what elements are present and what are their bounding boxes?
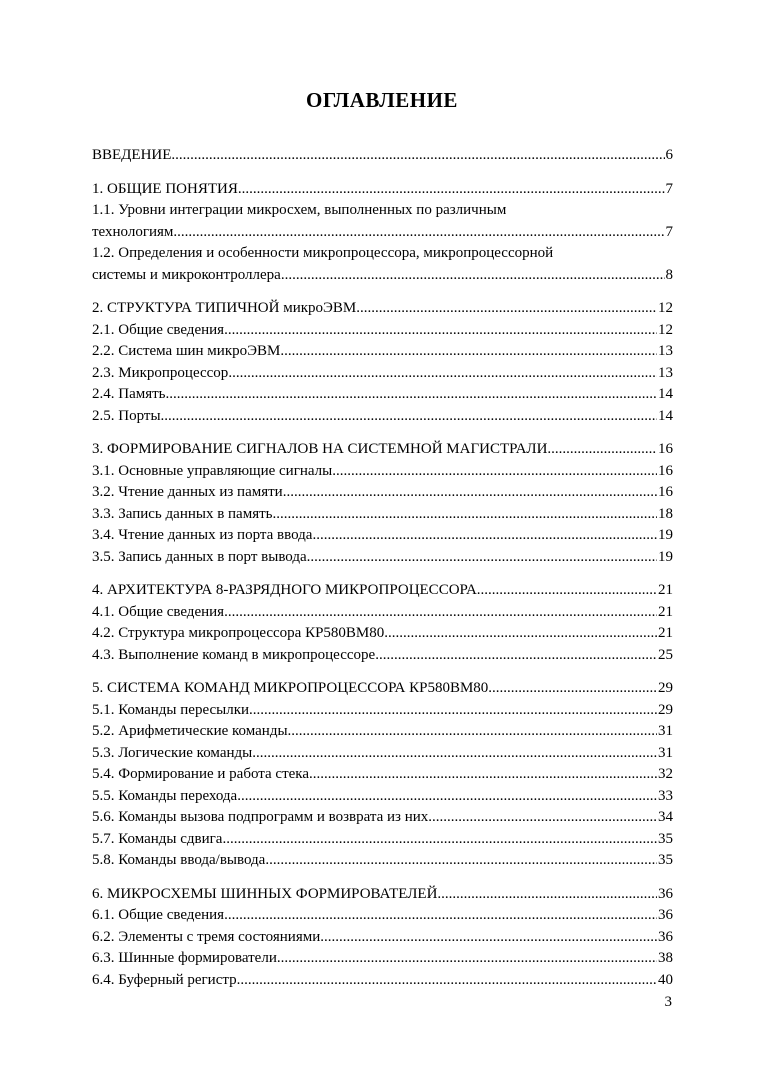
section-gap — [92, 666, 673, 678]
toc-leader-dots — [428, 807, 657, 829]
toc-entry[interactable] — [92, 580, 673, 602]
toc-entry[interactable] — [92, 525, 673, 547]
toc-entry-page: 40 — [658, 971, 673, 988]
toc-entry-page: 25 — [658, 646, 673, 663]
toc-entry-line: 1.1. Уровни интеграции микросхем, выполненных по различным — [92, 202, 507, 218]
toc-entry[interactable] — [92, 743, 673, 765]
toc-entry-title: 3.5. Запись данных в порт вывода — [92, 548, 307, 565]
toc-leader-dots — [288, 721, 657, 743]
toc-entry-page: 36 — [658, 885, 673, 902]
toc-entry-page: 36 — [658, 928, 673, 945]
toc-entry-title: 5.3. Логические команды — [92, 744, 253, 761]
toc-entry-title: 2.4. Память — [92, 386, 166, 402]
toc-entry-title: 5.6. Команды вызова подпрограмм и возврата из них — [92, 809, 429, 825]
toc-entry-page: 32 — [658, 766, 673, 782]
toc-leader-dots — [166, 384, 657, 406]
toc-entry[interactable] — [92, 602, 673, 624]
toc-leader-dots — [488, 678, 657, 700]
toc-entry[interactable] — [92, 884, 673, 906]
page-number: 3 — [664, 994, 672, 1010]
toc-entry-title: 2. СТРУКТУРА ТИПИЧНОЙ микроЭВМ — [92, 300, 357, 316]
toc-entry[interactable] — [92, 623, 673, 645]
toc-entry[interactable] — [92, 482, 673, 504]
toc-leader-dots — [280, 341, 657, 363]
toc-entry-title: 4.1. Общие сведения — [92, 603, 225, 620]
table-of-contents — [92, 145, 673, 991]
toc-leader-dots — [222, 829, 657, 851]
toc-entry-title: 3.4. Чтение данных из порта ввода — [92, 527, 313, 543]
toc-entry-page: 12 — [658, 300, 673, 316]
toc-entry-page: 14 — [658, 386, 673, 402]
toc-entry-title: 6.1. Общие сведения — [92, 907, 225, 923]
toc-entry-line: 1.2. Определения и особенности микропроцессора, микропроцессорной — [92, 245, 554, 261]
section-gap — [92, 167, 673, 179]
toc-entry-title: 5.1. Команды пересылки — [92, 701, 250, 718]
toc-entry-page: 21 — [658, 625, 673, 641]
toc-entry-page: 7 — [665, 180, 673, 197]
toc-leader-dots — [237, 970, 657, 992]
toc-entry[interactable] — [92, 948, 673, 970]
toc-entry-page: 36 — [658, 907, 673, 923]
toc-entry-title: 3. ФОРМИРОВАНИЕ СИГНАЛОВ НА СИСТЕМНОЙ МАГИСТРАЛИ — [92, 441, 548, 457]
section-gap — [92, 872, 673, 884]
toc-entry[interactable] — [92, 439, 673, 461]
toc-leader-dots — [283, 482, 657, 504]
toc-entry-page: 19 — [658, 548, 673, 565]
toc-leader-dots — [312, 525, 657, 547]
toc-leader-dots — [356, 298, 657, 320]
toc-leader-dots — [252, 743, 657, 765]
toc-entry-title: 5.2. Арифметические команды — [92, 723, 288, 739]
toc-entry-title: 6.4. Буферный регистр — [92, 971, 237, 988]
toc-entry-title: 4.2. Структура микропроцессора КР580ВМ80 — [92, 625, 385, 641]
toc-entry-page: 16 — [658, 484, 673, 500]
toc-entry-page: 29 — [658, 680, 673, 696]
toc-leader-dots — [237, 786, 657, 808]
toc-entry-page: 16 — [658, 462, 673, 479]
toc-entry[interactable] — [92, 547, 673, 569]
toc-entry-title: 5.4. Формирование и работа стека — [92, 766, 310, 782]
toc-entry-page: 21 — [658, 603, 673, 620]
toc-entry[interactable] — [92, 363, 673, 385]
toc-entry-page: 19 — [658, 527, 673, 543]
toc-entry-title: 3.3. Запись данных в память — [92, 505, 273, 522]
toc-leader-dots — [265, 850, 657, 872]
toc-entry[interactable] — [92, 222, 673, 244]
toc-entry-title: 3.2. Чтение данных из памяти — [92, 484, 283, 500]
toc-entry[interactable] — [92, 786, 673, 808]
toc-leader-dots — [224, 602, 657, 624]
toc-entry[interactable] — [92, 850, 673, 872]
toc-leader-dots — [307, 547, 657, 569]
toc-leader-dots — [171, 145, 664, 167]
toc-entry[interactable] — [92, 179, 673, 201]
toc-entry[interactable] — [92, 700, 673, 722]
toc-entry-title: 5.7. Команды сдвига — [92, 830, 223, 847]
section-gap — [92, 286, 673, 298]
toc-entry-title: 6. МИКРОСХЕМЫ ШИННЫХ ФОРМИРОВАТЕЛЕЙ — [92, 885, 438, 902]
toc-leader-dots — [161, 406, 657, 428]
toc-entry[interactable] — [92, 807, 673, 829]
toc-entry-title: системы и микроконтроллера — [92, 266, 281, 283]
toc-leader-dots — [224, 320, 657, 342]
toc-entry-page: 7 — [665, 223, 673, 240]
toc-entry-page: 16 — [658, 441, 673, 457]
toc-leader-dots — [238, 179, 665, 201]
toc-entry-title: 2.2. Система шин микроЭВМ — [92, 343, 281, 359]
toc-entry-title: 1. ОБЩИЕ ПОНЯТИЯ — [92, 180, 238, 197]
toc-entry-title: 6.3. Шинные формирователи — [92, 950, 277, 966]
toc-entry-title: 5.8. Команды ввода/вывода — [92, 852, 266, 868]
toc-entry[interactable] — [92, 970, 673, 992]
toc-entry-title: ВВЕДЕНИЕ — [92, 147, 172, 163]
toc-entry[interactable] — [92, 504, 673, 526]
toc-entry[interactable] — [92, 927, 673, 949]
section-gap — [92, 427, 673, 439]
toc-entry[interactable] — [92, 829, 673, 851]
toc-entry[interactable] — [92, 384, 673, 406]
toc-entry-title: 5. СИСТЕМА КОМАНД МИКРОПРОЦЕССОРА КР580ВМ80 — [92, 680, 489, 696]
toc-entry-title: 2.5. Порты — [92, 407, 161, 424]
toc-leader-dots — [375, 645, 657, 667]
toc-entry[interactable] — [92, 905, 673, 927]
toc-entry-title: 2.1. Общие сведения — [92, 321, 225, 338]
toc-leader-dots — [309, 764, 657, 786]
toc-entry-title: 5.5. Команды перехода — [92, 787, 238, 804]
toc-entry-page: 34 — [658, 809, 673, 825]
toc-leader-dots — [273, 504, 657, 526]
toc-entry[interactable] — [92, 678, 673, 700]
toc-entry[interactable] — [92, 461, 673, 483]
toc-leader-dots — [281, 265, 665, 287]
toc-entry[interactable] — [92, 145, 673, 167]
toc-leader-dots — [224, 905, 657, 927]
toc-entry-page: 18 — [658, 505, 673, 522]
toc-leader-dots — [547, 439, 657, 461]
toc-leader-dots — [228, 363, 657, 385]
toc-entry-title: 4.3. Выполнение команд в микропроцессоре — [92, 646, 376, 663]
toc-entry-page: 38 — [658, 950, 673, 966]
toc-entry[interactable] — [92, 406, 673, 428]
toc-entry[interactable] — [92, 320, 673, 342]
toc-leader-dots — [437, 884, 657, 906]
toc-leader-dots — [249, 700, 657, 722]
toc-entry-title: 2.3. Микропроцессор — [92, 364, 229, 381]
toc-entry[interactable] — [92, 265, 673, 287]
toc-entry-page: 14 — [658, 407, 673, 424]
toc-entry[interactable] — [92, 764, 673, 786]
toc-entry[interactable] — [92, 721, 673, 743]
toc-entry-title: технологиям — [92, 223, 174, 240]
toc-leader-dots — [173, 222, 664, 244]
toc-entry-page: 35 — [658, 852, 673, 868]
page-title: ОГЛАВЛЕНИЕ — [306, 88, 458, 112]
toc-entry-page: 13 — [658, 364, 673, 381]
toc-entry-page: 8 — [665, 266, 673, 283]
toc-leader-dots — [384, 623, 657, 645]
toc-leader-dots — [477, 580, 657, 602]
toc-entry[interactable] — [92, 645, 673, 667]
toc-entry-page: 33 — [658, 787, 673, 804]
toc-leader-dots — [332, 461, 657, 483]
toc-entry-title: 6.2. Элементы с тремя состояниями — [92, 928, 321, 945]
toc-entry-page: 29 — [658, 701, 673, 718]
toc-entry-page: 21 — [658, 582, 673, 598]
section-gap — [92, 568, 673, 580]
toc-leader-dots — [320, 927, 657, 949]
toc-entry-title: 3.1. Основные управляющие сигналы — [92, 462, 333, 479]
toc-entry-page: 31 — [658, 744, 673, 761]
toc-entry-page: 35 — [658, 830, 673, 847]
toc-entry[interactable] — [92, 298, 673, 320]
toc-entry-page: 6 — [665, 147, 673, 163]
toc-leader-dots — [277, 948, 657, 970]
toc-entry-page: 12 — [658, 321, 673, 338]
toc-entry-page: 13 — [658, 343, 673, 359]
toc-entry-page: 31 — [658, 723, 673, 739]
toc-entry[interactable] — [92, 341, 673, 363]
toc-entry-title: 4. АРХИТЕКТУРА 8-РАЗРЯДНОГО МИКРОПРОЦЕССОРА — [92, 582, 477, 598]
